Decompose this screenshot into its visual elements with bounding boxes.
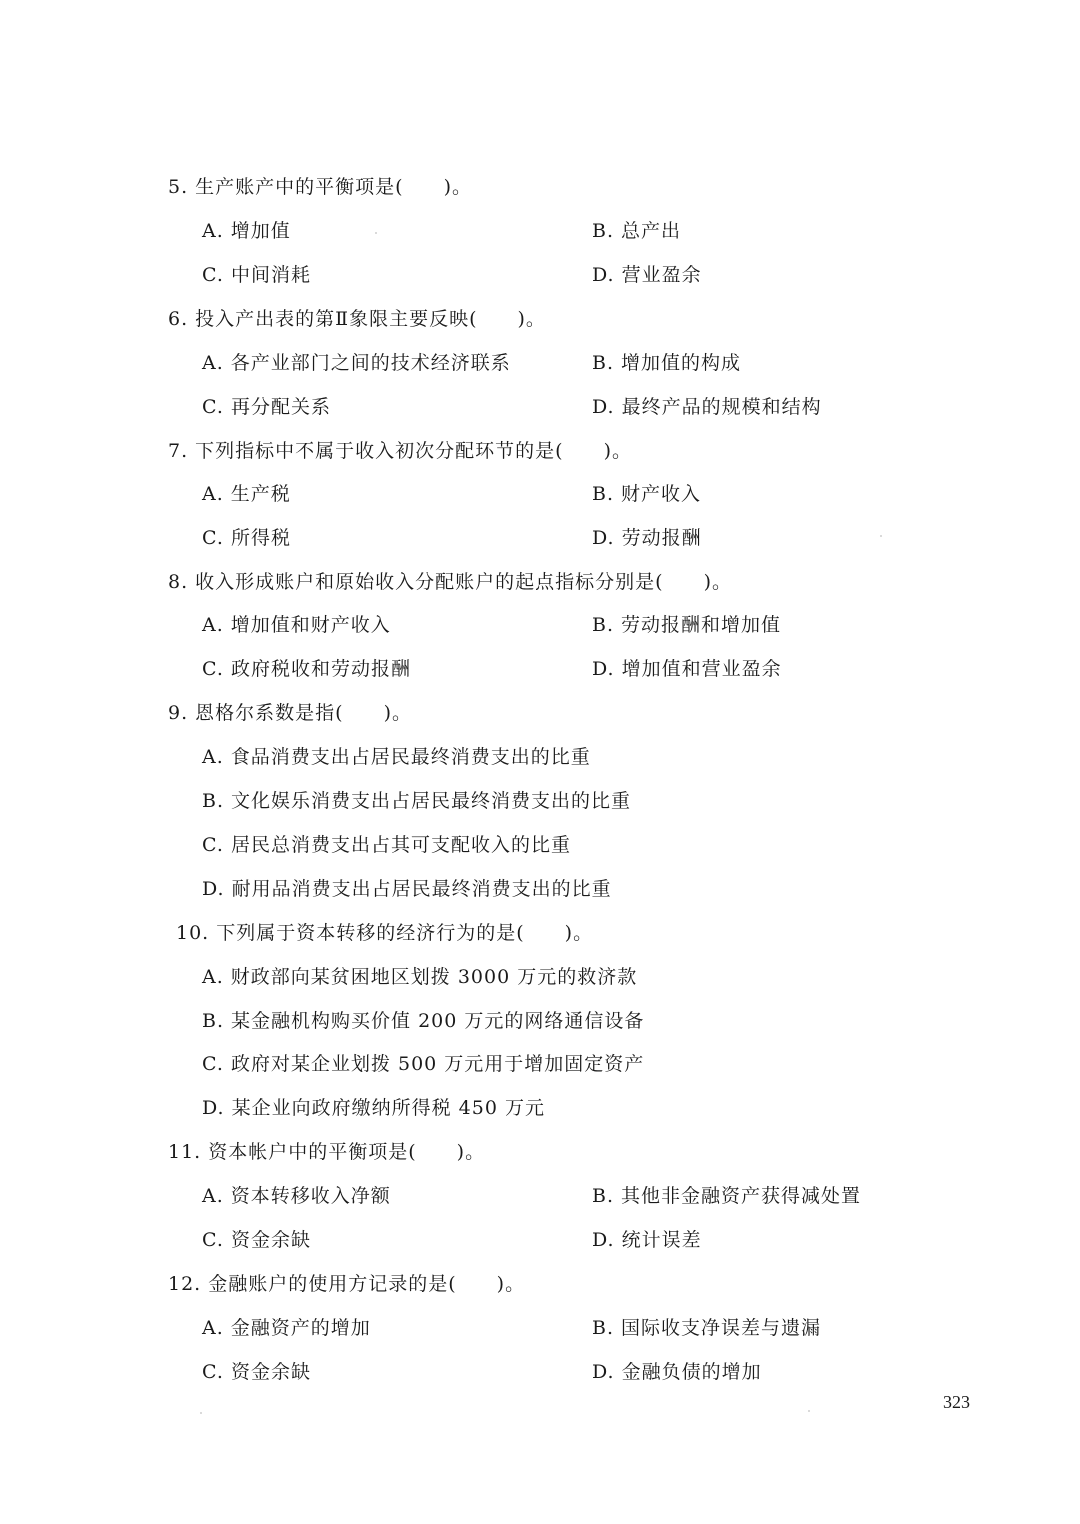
question-9-option-a: A. 食品消费支出占居民最终消费支出的比重	[202, 746, 591, 768]
scan-speck	[880, 535, 882, 537]
question-7-option-d: D. 劳动报酬	[592, 527, 702, 549]
scan-speck	[375, 232, 377, 234]
question-5-option-a: A. 增加值	[202, 220, 291, 242]
question-5-option-d: D. 营业盈余	[592, 264, 702, 286]
question-6-option-d: D. 最终产品的规模和结构	[592, 396, 822, 418]
question-7-option-b: B. 财产收入	[592, 483, 702, 505]
question-6-option-a: A. 各产业部门之间的技术经济联系	[202, 352, 511, 374]
question-8-option-c: C. 政府税收和劳动报酬	[202, 658, 411, 680]
question-5-option-c: C. 中间消耗	[202, 264, 311, 286]
question-8-stem: 8. 收入形成账户和原始收入分配账户的起点指标分别是( )。	[168, 571, 732, 593]
question-11-option-c: C. 资金余缺	[202, 1229, 311, 1251]
question-10-option-b: B. 某金融机构购买价值 200 万元的网络通信设备	[202, 1010, 645, 1032]
question-12-option-a: A. 金融资产的增加	[202, 1317, 371, 1339]
question-12-option-c: C. 资金余缺	[202, 1361, 311, 1383]
question-9-option-c: C. 居民总消费支出占其可支配收入的比重	[202, 834, 571, 856]
question-9-stem: 9. 恩格尔系数是指( )。	[168, 702, 412, 724]
question-9-option-d: D. 耐用品消费支出占居民最终消费支出的比重	[202, 878, 612, 900]
question-10-option-a: A. 财政部向某贫困地区划拨 3000 万元的救济款	[202, 966, 638, 988]
question-6-option-c: C. 再分配关系	[202, 396, 331, 418]
question-12-stem: 12. 金融账户的使用方记录的是( )。	[168, 1273, 526, 1295]
question-7-option-c: C. 所得税	[202, 527, 291, 549]
question-5-option-b: B. 总产出	[592, 220, 682, 242]
page-number: 323	[943, 1392, 970, 1412]
question-11-option-b: B. 其他非金融资产获得减处置	[592, 1185, 862, 1207]
scan-speck	[200, 1412, 202, 1414]
question-11-option-a: A. 资本转移收入净额	[202, 1185, 391, 1207]
question-12-option-d: D. 金融负债的增加	[592, 1361, 762, 1383]
question-7-stem: 7. 下列指标中不属于收入初次分配环节的是( )。	[168, 440, 632, 462]
question-12-option-b: B. 国际收支净误差与遗漏	[592, 1317, 822, 1339]
question-7-option-a: A. 生产税	[202, 483, 291, 505]
question-9-option-b: B. 文化娱乐消费支出占居民最终消费支出的比重	[202, 790, 632, 812]
question-8-option-d: D. 增加值和营业盈余	[592, 658, 782, 680]
scan-speck	[808, 1410, 810, 1412]
question-10-option-d: D. 某企业向政府缴纳所得税 450 万元	[202, 1097, 545, 1119]
question-8-option-a: A. 增加值和财产收入	[202, 614, 391, 636]
question-5-stem: 5. 生产账产中的平衡项是( )。	[168, 176, 472, 198]
question-11-stem: 11. 资本帐户中的平衡项是( )。	[168, 1141, 486, 1163]
question-6-stem: 6. 投入产出表的第Ⅱ象限主要反映( )。	[168, 308, 546, 330]
question-6-option-b: B. 增加值的构成	[592, 352, 742, 374]
question-11-option-d: D. 统计误差	[592, 1229, 702, 1251]
question-10-option-c: C. 政府对某企业划拨 500 万元用于增加固定资产	[202, 1053, 645, 1075]
question-8-option-b: B. 劳动报酬和增加值	[592, 614, 782, 636]
question-10-stem: 10. 下列属于资本转移的经济行为的是( )。	[176, 922, 594, 944]
